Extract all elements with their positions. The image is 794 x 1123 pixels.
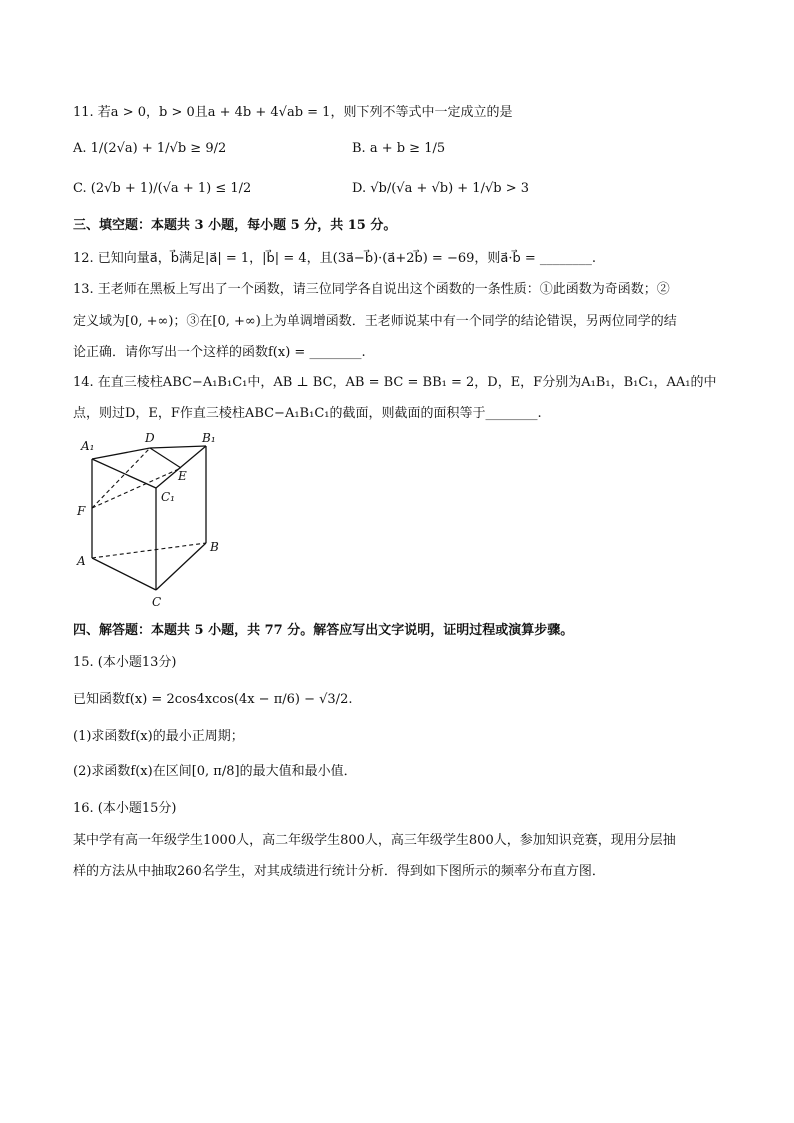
section-3-heading: 三、填空题：本题共 3 小题，每小题 5 分，共 15 分。 — [73, 218, 397, 233]
q12-stem: 12. 已知向量a⃗，b⃗满足|a⃗| = 1，|b⃗| = 4，且(3a⃗−b⃗)·(a⃗+2b⃗) = −69，则a⃗·b⃗ = ________. — [73, 251, 597, 266]
label-b1: B₁ — [202, 431, 216, 445]
edge-a-c — [92, 558, 156, 590]
q11-stem: 11. 若a > 0，b > 0且a + 4b + 4√ab = 1，则下列不等式中一定成立的是 — [73, 105, 513, 120]
q16-header: 16. (本小题15分) — [73, 801, 177, 816]
section-4-heading: 四、解答题：本题共 5 小题，共 77 分。解答应写出文字说明，证明过程或演算步骤。 — [73, 623, 574, 638]
label-f: F — [77, 504, 86, 518]
q13-line-1: 13. 王老师在黑板上写出了一个函数，请三位同学各自说出这个函数的一条性质：①此函数为奇函数；② — [73, 282, 670, 297]
label-d: D — [145, 431, 155, 445]
q15-part-2: (2)求函数f(x)在区间[0, π/8]的最大值和最小值． — [73, 764, 357, 779]
label-c: C — [152, 595, 162, 609]
q15-stem: 已知函数f(x) = 2cos4xcos(4x − π/6) − √3/2. — [73, 692, 353, 707]
q11-option-c: C. (2√b + 1)/(√a + 1) ≤ 1/2 — [73, 181, 252, 196]
edge-d-b1 — [150, 446, 206, 448]
segment-d-e — [150, 448, 181, 468]
q11-option-b: B. a + b ≥ 1/5 — [352, 141, 446, 156]
q16-line-1: 某中学有高一年级学生1000人，高二年级学生800人，高三年级学生800人，参加知识竞赛，现用分层抽 — [73, 833, 676, 848]
prism-diagram — [68, 428, 228, 613]
q13-line-2: 定义域为[0, +∞)；③在[0, +∞)上为单调增函数．王老师说某中有一个同学的结论错误，另两位同学的结 — [73, 314, 677, 329]
q11-option-a: A. 1/(2√a) + 1/√b ≥ 9/2 — [73, 141, 227, 156]
label-e: E — [178, 469, 187, 483]
label-a: A — [77, 554, 86, 568]
label-c1: C₁ — [161, 490, 175, 504]
q16-line-2: 样的方法从中抽取260名学生，对其成绩进行统计分析．得到如下图所示的频率分布直方图． — [73, 864, 605, 879]
label-b: B — [210, 540, 219, 554]
q13-line-3: 论正确．请你写出一个这样的函数f(x) = ________. — [73, 345, 366, 360]
q15-header: 15. (本小题13分) — [73, 655, 177, 670]
q15-part-1: (1)求函数f(x)的最小正周期； — [73, 729, 244, 744]
hidden-edge-a-b — [92, 543, 206, 558]
q11-option-d: D. √b/(√a + √b) + 1/√b > 3 — [352, 181, 529, 196]
prism-figure — [68, 428, 228, 613]
q14-line-2: 点，则过D，E，F作直三棱柱ABC−A₁B₁C₁的截面，则截面的面积等于________. — [73, 406, 542, 421]
edge-c-b — [156, 543, 206, 590]
label-a1: A₁ — [81, 439, 95, 453]
q14-line-1: 14. 在直三棱柱ABC−A₁B₁C₁中，AB ⊥ BC，AB = BC = BB₁ = 2，D，E，F分别为A₁B₁，B₁C₁，AA₁的中 — [73, 375, 717, 390]
